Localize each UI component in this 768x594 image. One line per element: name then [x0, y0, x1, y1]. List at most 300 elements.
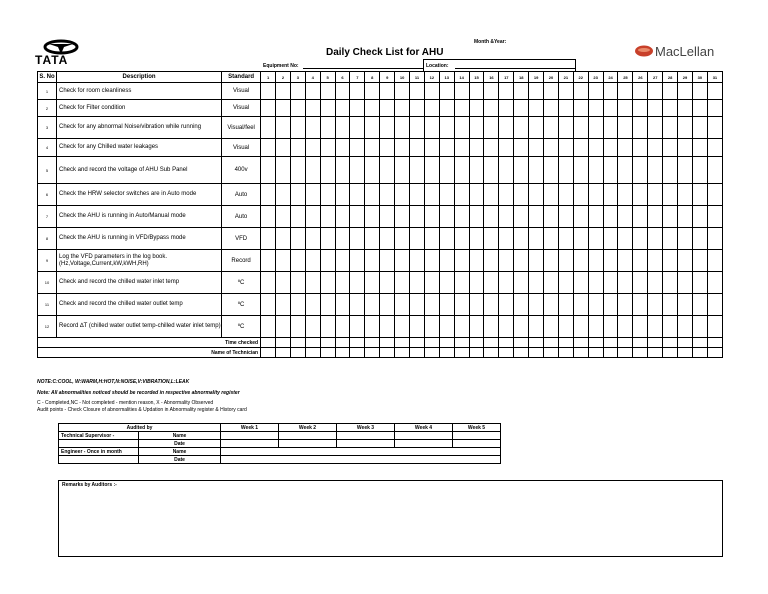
check-cell[interactable] [692, 139, 707, 157]
engineer-date-cell[interactable] [221, 456, 501, 464]
check-cell[interactable] [618, 157, 633, 184]
check-cell[interactable] [469, 206, 484, 228]
check-cell[interactable] [469, 272, 484, 294]
check-cell[interactable] [588, 338, 603, 348]
check-cell[interactable] [514, 157, 529, 184]
check-cell[interactable] [618, 184, 633, 206]
check-cell[interactable] [603, 294, 618, 316]
check-cell[interactable] [424, 294, 439, 316]
check-cell[interactable] [335, 348, 350, 358]
check-cell[interactable] [395, 316, 410, 338]
check-cell[interactable] [484, 83, 499, 100]
check-cell[interactable] [603, 338, 618, 348]
check-cell[interactable] [439, 348, 454, 358]
check-cell[interactable] [499, 250, 514, 272]
audit-cell[interactable] [453, 432, 501, 440]
check-cell[interactable] [618, 206, 633, 228]
check-cell[interactable] [544, 157, 559, 184]
check-cell[interactable] [692, 294, 707, 316]
check-cell[interactable] [454, 294, 469, 316]
check-cell[interactable] [707, 184, 722, 206]
check-cell[interactable] [395, 338, 410, 348]
audit-cell[interactable] [337, 440, 395, 448]
check-cell[interactable] [305, 100, 320, 117]
check-cell[interactable] [558, 184, 573, 206]
check-cell[interactable] [529, 294, 544, 316]
check-cell[interactable] [350, 338, 365, 348]
check-cell[interactable] [603, 228, 618, 250]
check-cell[interactable] [469, 294, 484, 316]
check-cell[interactable] [529, 272, 544, 294]
check-cell[interactable] [454, 117, 469, 139]
check-cell[interactable] [588, 272, 603, 294]
check-cell[interactable] [276, 316, 291, 338]
check-cell[interactable] [305, 157, 320, 184]
check-cell[interactable] [499, 117, 514, 139]
check-cell[interactable] [290, 348, 305, 358]
check-cell[interactable] [395, 228, 410, 250]
check-cell[interactable] [380, 83, 395, 100]
check-cell[interactable] [514, 272, 529, 294]
check-cell[interactable] [424, 139, 439, 157]
check-cell[interactable] [692, 184, 707, 206]
check-cell[interactable] [290, 100, 305, 117]
check-cell[interactable] [335, 184, 350, 206]
check-cell[interactable] [320, 184, 335, 206]
check-cell[interactable] [469, 228, 484, 250]
check-cell[interactable] [380, 338, 395, 348]
check-cell[interactable] [573, 316, 588, 338]
check-cell[interactable] [618, 250, 633, 272]
check-cell[interactable] [424, 228, 439, 250]
check-cell[interactable] [663, 228, 678, 250]
check-cell[interactable] [678, 83, 693, 100]
check-cell[interactable] [663, 338, 678, 348]
check-cell[interactable] [380, 348, 395, 358]
check-cell[interactable] [350, 117, 365, 139]
check-cell[interactable] [618, 100, 633, 117]
check-cell[interactable] [633, 117, 648, 139]
check-cell[interactable] [276, 117, 291, 139]
check-cell[interactable] [678, 250, 693, 272]
check-cell[interactable] [395, 348, 410, 358]
check-cell[interactable] [544, 206, 559, 228]
check-cell[interactable] [648, 83, 663, 100]
check-cell[interactable] [290, 250, 305, 272]
check-cell[interactable] [484, 348, 499, 358]
check-cell[interactable] [707, 100, 722, 117]
check-cell[interactable] [290, 272, 305, 294]
check-cell[interactable] [469, 139, 484, 157]
check-cell[interactable] [484, 228, 499, 250]
check-cell[interactable] [261, 338, 276, 348]
check-cell[interactable] [320, 228, 335, 250]
check-cell[interactable] [410, 206, 425, 228]
check-cell[interactable] [261, 294, 276, 316]
check-cell[interactable] [678, 348, 693, 358]
check-cell[interactable] [320, 294, 335, 316]
check-cell[interactable] [424, 206, 439, 228]
check-cell[interactable] [335, 338, 350, 348]
check-cell[interactable] [454, 228, 469, 250]
check-cell[interactable] [707, 348, 722, 358]
check-cell[interactable] [395, 83, 410, 100]
check-cell[interactable] [335, 294, 350, 316]
check-cell[interactable] [588, 157, 603, 184]
check-cell[interactable] [707, 206, 722, 228]
check-cell[interactable] [558, 294, 573, 316]
check-cell[interactable] [365, 272, 380, 294]
check-cell[interactable] [529, 338, 544, 348]
check-cell[interactable] [365, 348, 380, 358]
check-cell[interactable] [544, 184, 559, 206]
audit-cell[interactable] [337, 432, 395, 440]
check-cell[interactable] [499, 348, 514, 358]
audit-cell[interactable] [221, 432, 279, 440]
check-cell[interactable] [618, 294, 633, 316]
check-cell[interactable] [439, 139, 454, 157]
check-cell[interactable] [529, 316, 544, 338]
check-cell[interactable] [558, 228, 573, 250]
check-cell[interactable] [514, 228, 529, 250]
check-cell[interactable] [439, 250, 454, 272]
check-cell[interactable] [350, 157, 365, 184]
check-cell[interactable] [395, 117, 410, 139]
check-cell[interactable] [633, 139, 648, 157]
check-cell[interactable] [424, 250, 439, 272]
check-cell[interactable] [350, 139, 365, 157]
check-cell[interactable] [499, 100, 514, 117]
check-cell[interactable] [320, 139, 335, 157]
check-cell[interactable] [618, 338, 633, 348]
check-cell[interactable] [424, 338, 439, 348]
check-cell[interactable] [544, 250, 559, 272]
check-cell[interactable] [633, 83, 648, 100]
check-cell[interactable] [469, 316, 484, 338]
check-cell[interactable] [499, 83, 514, 100]
check-cell[interactable] [365, 338, 380, 348]
check-cell[interactable] [439, 100, 454, 117]
check-cell[interactable] [663, 117, 678, 139]
check-cell[interactable] [335, 117, 350, 139]
check-cell[interactable] [663, 139, 678, 157]
check-cell[interactable] [410, 100, 425, 117]
check-cell[interactable] [424, 157, 439, 184]
check-cell[interactable] [573, 117, 588, 139]
check-cell[interactable] [335, 228, 350, 250]
check-cell[interactable] [603, 100, 618, 117]
check-cell[interactable] [335, 100, 350, 117]
check-cell[interactable] [439, 294, 454, 316]
check-cell[interactable] [335, 139, 350, 157]
check-cell[interactable] [424, 272, 439, 294]
check-cell[interactable] [380, 184, 395, 206]
check-cell[interactable] [633, 250, 648, 272]
check-cell[interactable] [529, 83, 544, 100]
check-cell[interactable] [335, 272, 350, 294]
check-cell[interactable] [305, 316, 320, 338]
check-cell[interactable] [305, 294, 320, 316]
check-cell[interactable] [573, 338, 588, 348]
check-cell[interactable] [290, 228, 305, 250]
check-cell[interactable] [648, 228, 663, 250]
check-cell[interactable] [514, 83, 529, 100]
check-cell[interactable] [618, 117, 633, 139]
check-cell[interactable] [529, 139, 544, 157]
check-cell[interactable] [633, 316, 648, 338]
check-cell[interactable] [484, 338, 499, 348]
check-cell[interactable] [276, 100, 291, 117]
check-cell[interactable] [290, 294, 305, 316]
check-cell[interactable] [603, 157, 618, 184]
check-cell[interactable] [529, 348, 544, 358]
check-cell[interactable] [484, 294, 499, 316]
check-cell[interactable] [380, 139, 395, 157]
check-cell[interactable] [365, 157, 380, 184]
check-cell[interactable] [573, 228, 588, 250]
check-cell[interactable] [558, 316, 573, 338]
check-cell[interactable] [678, 206, 693, 228]
check-cell[interactable] [603, 184, 618, 206]
check-cell[interactable] [618, 316, 633, 338]
check-cell[interactable] [365, 316, 380, 338]
check-cell[interactable] [410, 139, 425, 157]
check-cell[interactable] [678, 184, 693, 206]
check-cell[interactable] [276, 228, 291, 250]
check-cell[interactable] [424, 117, 439, 139]
check-cell[interactable] [499, 139, 514, 157]
check-cell[interactable] [261, 139, 276, 157]
check-cell[interactable] [380, 206, 395, 228]
check-cell[interactable] [544, 316, 559, 338]
check-cell[interactable] [588, 294, 603, 316]
check-cell[interactable] [514, 117, 529, 139]
check-cell[interactable] [276, 83, 291, 100]
check-cell[interactable] [410, 117, 425, 139]
check-cell[interactable] [350, 184, 365, 206]
check-cell[interactable] [395, 272, 410, 294]
check-cell[interactable] [618, 272, 633, 294]
check-cell[interactable] [454, 272, 469, 294]
check-cell[interactable] [335, 206, 350, 228]
check-cell[interactable] [499, 316, 514, 338]
check-cell[interactable] [454, 206, 469, 228]
check-cell[interactable] [380, 117, 395, 139]
check-cell[interactable] [558, 250, 573, 272]
check-cell[interactable] [469, 338, 484, 348]
check-cell[interactable] [290, 338, 305, 348]
check-cell[interactable] [484, 206, 499, 228]
check-cell[interactable] [276, 206, 291, 228]
check-cell[interactable] [603, 139, 618, 157]
check-cell[interactable] [499, 206, 514, 228]
check-cell[interactable] [678, 338, 693, 348]
check-cell[interactable] [663, 206, 678, 228]
check-cell[interactable] [663, 316, 678, 338]
check-cell[interactable] [365, 184, 380, 206]
check-cell[interactable] [350, 228, 365, 250]
check-cell[interactable] [692, 250, 707, 272]
check-cell[interactable] [261, 117, 276, 139]
check-cell[interactable] [514, 184, 529, 206]
check-cell[interactable] [678, 316, 693, 338]
check-cell[interactable] [276, 272, 291, 294]
check-cell[interactable] [499, 338, 514, 348]
check-cell[interactable] [514, 206, 529, 228]
check-cell[interactable] [648, 117, 663, 139]
check-cell[interactable] [395, 157, 410, 184]
check-cell[interactable] [558, 206, 573, 228]
check-cell[interactable] [439, 184, 454, 206]
check-cell[interactable] [692, 117, 707, 139]
check-cell[interactable] [603, 272, 618, 294]
check-cell[interactable] [424, 83, 439, 100]
audit-cell[interactable] [279, 432, 337, 440]
check-cell[interactable] [707, 228, 722, 250]
check-cell[interactable] [529, 250, 544, 272]
check-cell[interactable] [410, 228, 425, 250]
check-cell[interactable] [380, 316, 395, 338]
check-cell[interactable] [276, 338, 291, 348]
check-cell[interactable] [350, 316, 365, 338]
check-cell[interactable] [707, 294, 722, 316]
check-cell[interactable] [454, 348, 469, 358]
check-cell[interactable] [335, 83, 350, 100]
check-cell[interactable] [678, 228, 693, 250]
check-cell[interactable] [305, 250, 320, 272]
check-cell[interactable] [573, 348, 588, 358]
check-cell[interactable] [558, 272, 573, 294]
check-cell[interactable] [290, 117, 305, 139]
check-cell[interactable] [305, 206, 320, 228]
check-cell[interactable] [276, 294, 291, 316]
check-cell[interactable] [261, 272, 276, 294]
check-cell[interactable] [380, 294, 395, 316]
check-cell[interactable] [350, 272, 365, 294]
check-cell[interactable] [544, 117, 559, 139]
check-cell[interactable] [350, 294, 365, 316]
check-cell[interactable] [707, 83, 722, 100]
check-cell[interactable] [663, 272, 678, 294]
check-cell[interactable] [514, 348, 529, 358]
check-cell[interactable] [499, 184, 514, 206]
check-cell[interactable] [439, 206, 454, 228]
check-cell[interactable] [454, 338, 469, 348]
check-cell[interactable] [678, 294, 693, 316]
check-cell[interactable] [603, 83, 618, 100]
check-cell[interactable] [305, 184, 320, 206]
check-cell[interactable] [648, 139, 663, 157]
check-cell[interactable] [320, 100, 335, 117]
check-cell[interactable] [454, 157, 469, 184]
check-cell[interactable] [410, 272, 425, 294]
check-cell[interactable] [558, 83, 573, 100]
audit-cell[interactable] [279, 440, 337, 448]
check-cell[interactable] [544, 348, 559, 358]
check-cell[interactable] [469, 157, 484, 184]
check-cell[interactable] [603, 348, 618, 358]
check-cell[interactable] [603, 250, 618, 272]
check-cell[interactable] [648, 316, 663, 338]
check-cell[interactable] [544, 272, 559, 294]
check-cell[interactable] [320, 157, 335, 184]
check-cell[interactable] [588, 228, 603, 250]
check-cell[interactable] [692, 316, 707, 338]
check-cell[interactable] [544, 83, 559, 100]
check-cell[interactable] [692, 83, 707, 100]
check-cell[interactable] [633, 157, 648, 184]
check-cell[interactable] [454, 184, 469, 206]
check-cell[interactable] [648, 206, 663, 228]
check-cell[interactable] [469, 250, 484, 272]
check-cell[interactable] [410, 250, 425, 272]
check-cell[interactable] [648, 338, 663, 348]
check-cell[interactable] [514, 338, 529, 348]
check-cell[interactable] [454, 83, 469, 100]
check-cell[interactable] [603, 117, 618, 139]
check-cell[interactable] [678, 139, 693, 157]
check-cell[interactable] [588, 348, 603, 358]
check-cell[interactable] [692, 206, 707, 228]
check-cell[interactable] [618, 228, 633, 250]
check-cell[interactable] [573, 157, 588, 184]
check-cell[interactable] [439, 83, 454, 100]
check-cell[interactable] [678, 272, 693, 294]
check-cell[interactable] [529, 184, 544, 206]
check-cell[interactable] [484, 316, 499, 338]
check-cell[interactable] [484, 250, 499, 272]
check-cell[interactable] [588, 100, 603, 117]
check-cell[interactable] [410, 348, 425, 358]
check-cell[interactable] [529, 206, 544, 228]
check-cell[interactable] [365, 100, 380, 117]
check-cell[interactable] [663, 157, 678, 184]
check-cell[interactable] [380, 250, 395, 272]
check-cell[interactable] [544, 228, 559, 250]
check-cell[interactable] [320, 272, 335, 294]
check-cell[interactable] [410, 184, 425, 206]
check-cell[interactable] [633, 338, 648, 348]
check-cell[interactable] [469, 100, 484, 117]
check-cell[interactable] [469, 83, 484, 100]
check-cell[interactable] [290, 157, 305, 184]
check-cell[interactable] [276, 184, 291, 206]
check-cell[interactable] [439, 157, 454, 184]
check-cell[interactable] [544, 139, 559, 157]
check-cell[interactable] [707, 272, 722, 294]
remarks-box[interactable] [58, 480, 723, 557]
check-cell[interactable] [424, 184, 439, 206]
check-cell[interactable] [588, 83, 603, 100]
engineer-name-cell[interactable] [221, 448, 501, 456]
check-cell[interactable] [439, 338, 454, 348]
check-cell[interactable] [365, 83, 380, 100]
check-cell[interactable] [648, 157, 663, 184]
check-cell[interactable] [648, 272, 663, 294]
check-cell[interactable] [484, 117, 499, 139]
check-cell[interactable] [633, 348, 648, 358]
check-cell[interactable] [469, 184, 484, 206]
check-cell[interactable] [380, 272, 395, 294]
check-cell[interactable] [395, 250, 410, 272]
check-cell[interactable] [588, 184, 603, 206]
check-cell[interactable] [707, 338, 722, 348]
check-cell[interactable] [499, 228, 514, 250]
check-cell[interactable] [633, 100, 648, 117]
check-cell[interactable] [261, 157, 276, 184]
check-cell[interactable] [514, 139, 529, 157]
check-cell[interactable] [514, 250, 529, 272]
